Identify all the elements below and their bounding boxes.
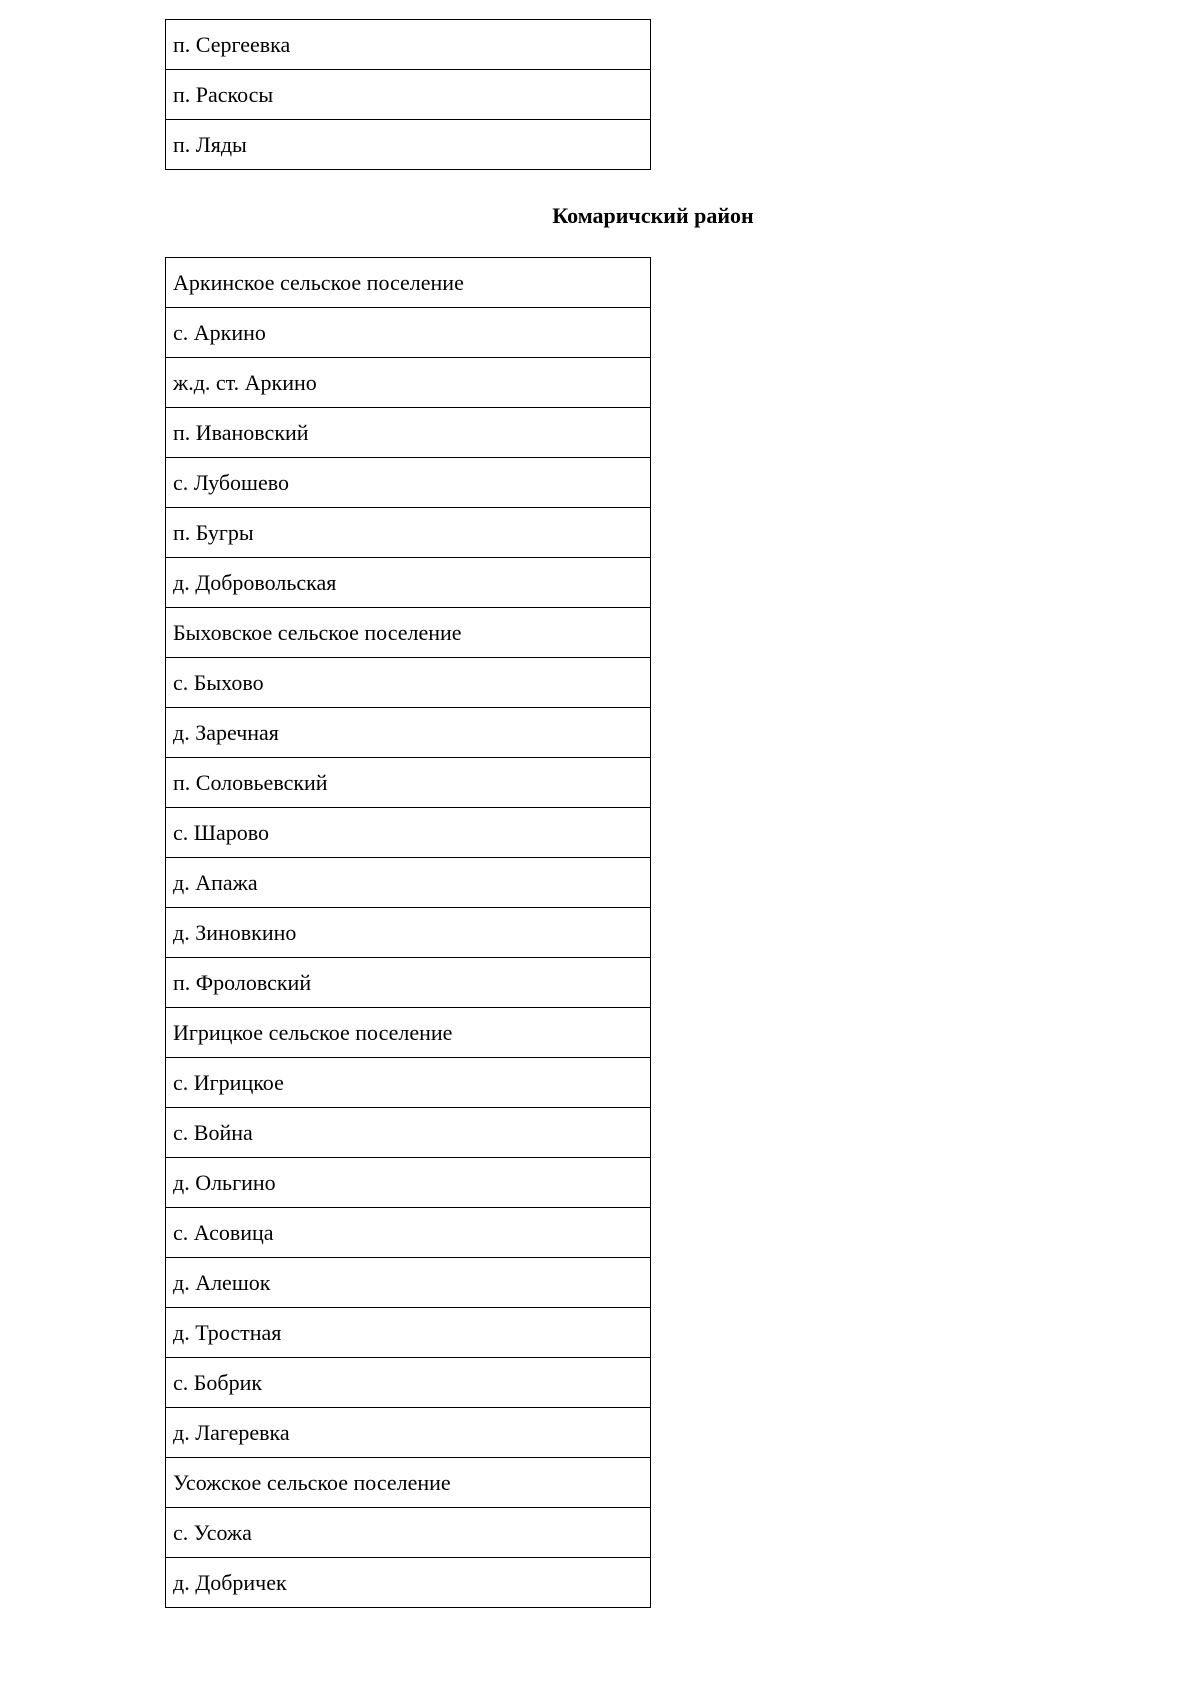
table-row: [166, 858, 651, 908]
settlement-cell: п. Раскосы: [166, 70, 651, 120]
settlement-cell: д. Тростная: [166, 1308, 651, 1358]
settlements-table: [165, 257, 651, 1608]
settlement-cell: п. Бугры: [166, 508, 651, 558]
settlement-cell: ж.д. ст. Аркино: [166, 358, 651, 408]
table-row: [166, 358, 651, 408]
table-row: [166, 308, 651, 358]
table-row: [166, 508, 651, 558]
settlement-cell: Игрицкое сельское поселение: [166, 1008, 651, 1058]
settlement-cell: с. Усожа: [166, 1508, 651, 1558]
table-row: [166, 1258, 651, 1308]
settlement-cell: д. Заречная: [166, 708, 651, 758]
table-row: [166, 1008, 651, 1058]
table-row: [166, 658, 651, 708]
table-row: [166, 1158, 651, 1208]
settlement-cell: Усожское сельское поселение: [166, 1458, 651, 1508]
table-row: [166, 1358, 651, 1408]
table-row: [166, 1508, 651, 1558]
settlement-cell: Аркинское сельское поселение: [166, 258, 651, 308]
table-row: [166, 20, 651, 70]
settlement-cell: д. Алешок: [166, 1258, 651, 1308]
settlement-cell: д. Лагеревка: [166, 1408, 651, 1458]
settlement-cell: п. Сергеевка: [166, 20, 651, 70]
settlement-cell: с. Лубошево: [166, 458, 651, 508]
table-row: [166, 808, 651, 858]
table-row: [166, 1408, 651, 1458]
settlement-cell: с. Бобрик: [166, 1358, 651, 1408]
table-row: [166, 408, 651, 458]
district-heading: Комаричский район: [552, 203, 754, 228]
table-row: [166, 1558, 651, 1608]
settlement-cell: п. Фроловский: [166, 958, 651, 1008]
table-row: [166, 1308, 651, 1358]
table-row: [166, 708, 651, 758]
table-row: [166, 558, 651, 608]
table-row: [166, 908, 651, 958]
settlement-cell: д. Ольгино: [166, 1158, 651, 1208]
table-row: [166, 1458, 651, 1508]
table-row: [166, 120, 651, 170]
settlement-cell: с. Аркино: [166, 308, 651, 358]
settlement-cell: д. Зиновкино: [166, 908, 651, 958]
settlement-cell: д. Апажа: [166, 858, 651, 908]
settlement-cell: с. Асовица: [166, 1208, 651, 1258]
settlement-cell: д. Добричек: [166, 1558, 651, 1608]
table-row: [166, 958, 651, 1008]
settlement-cell: с. Шарово: [166, 808, 651, 858]
settlements-table-continued: [165, 19, 651, 170]
table-row: [166, 258, 651, 308]
table-row: [166, 758, 651, 808]
table-row: [166, 70, 651, 120]
settlement-cell: с. Война: [166, 1108, 651, 1158]
settlement-cell: п. Ляды: [166, 120, 651, 170]
settlement-cell: с. Игрицкое: [166, 1058, 651, 1108]
table-row: [166, 1058, 651, 1108]
settlement-cell: п. Ивановский: [166, 408, 651, 458]
settlement-cell: с. Быхово: [166, 658, 651, 708]
settlement-cell: Быховское сельское поселение: [166, 608, 651, 658]
table-row: [166, 458, 651, 508]
settlement-cell: п. Соловьевский: [166, 758, 651, 808]
table-row: [166, 1208, 651, 1258]
table-row: [166, 1108, 651, 1158]
table-row: [166, 608, 651, 658]
settlement-cell: д. Добровольская: [166, 558, 651, 608]
